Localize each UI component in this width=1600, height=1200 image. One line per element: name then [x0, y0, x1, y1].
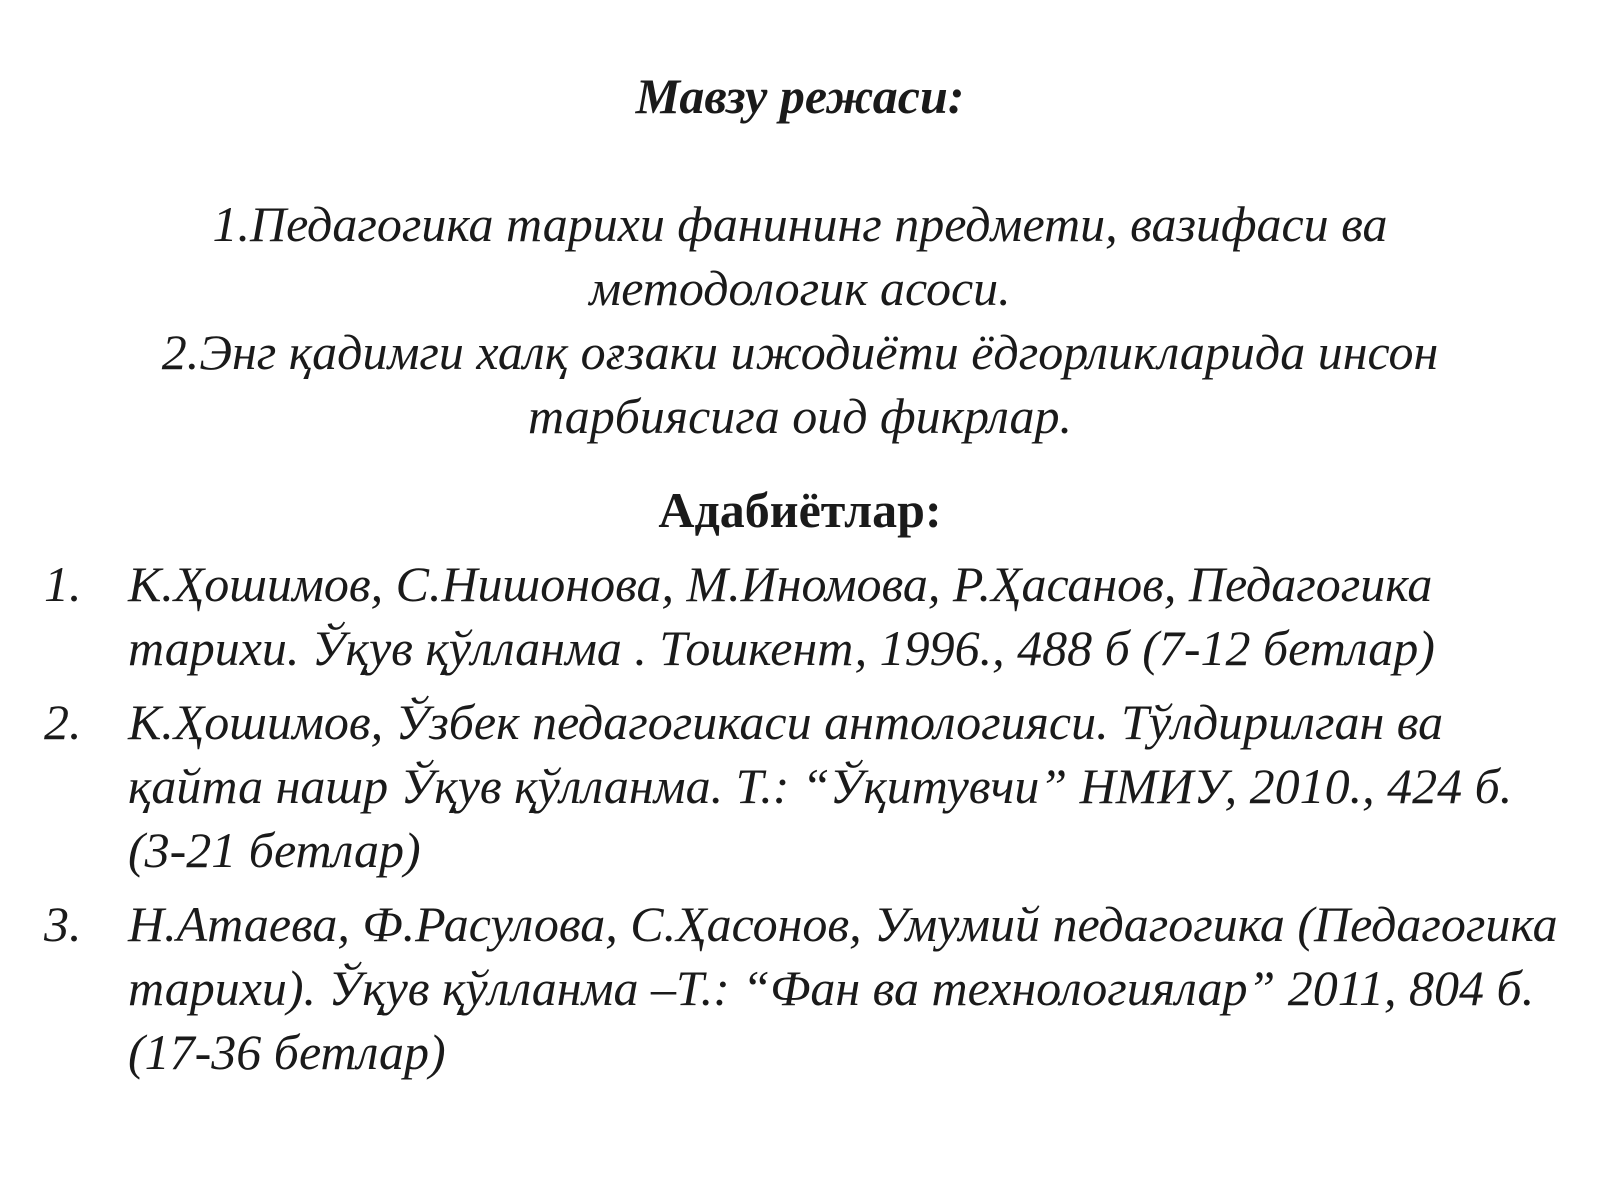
plan-item-2: 2.Энг қадимги халқ оғзаки ижодиёти ёдгорликларида инсон тарбиясига оид фикрлар. [161, 324, 1439, 444]
literature-title: Адабиётлар: [658, 482, 942, 538]
literature-item-number: 2. [44, 694, 82, 750]
literature-list [44, 552, 1574, 1094]
literature-item-text: Н.Атаева, Ф.Расулова, С.Ҳасонов, Умумий педагогика (Педагогика тарихи). Ўқув қўлланма –Т.: “Фан ва технологиялар” 2011, 804 б. (17-36 бетлар) [128, 896, 1558, 1080]
literature-item-text: К.Ҳошимов, Ўзбек педагогикаси антологияси. Тўлдирилган ва қайта нашр Ўқув қўлланма. Т.: “Ўқитувчи” НМИУ, 2010., 424 б. (3-21 бетлар) [128, 694, 1513, 878]
literature-item-number: 3. [44, 896, 82, 952]
literature-item [44, 552, 1574, 680]
literature-item-number: 1. [44, 556, 82, 612]
plan-title: Мавзу режаси: [635, 68, 965, 124]
literature-item-text: К.Ҳошимов, С.Нишонова, М.Иномова, Р.Ҳасанов, Педагогика тарихи. Ўқув қўлланма . Тошкент, 1996., 488 б (7-12 бетлар) [128, 556, 1435, 676]
plan-item-1: 1.Педагогика тарихи фанининг предмети, вазифаси ва методологик асоси. [212, 196, 1388, 316]
literature-item [44, 892, 1574, 1084]
literature-item [44, 690, 1574, 882]
plan-items [100, 192, 1500, 448]
